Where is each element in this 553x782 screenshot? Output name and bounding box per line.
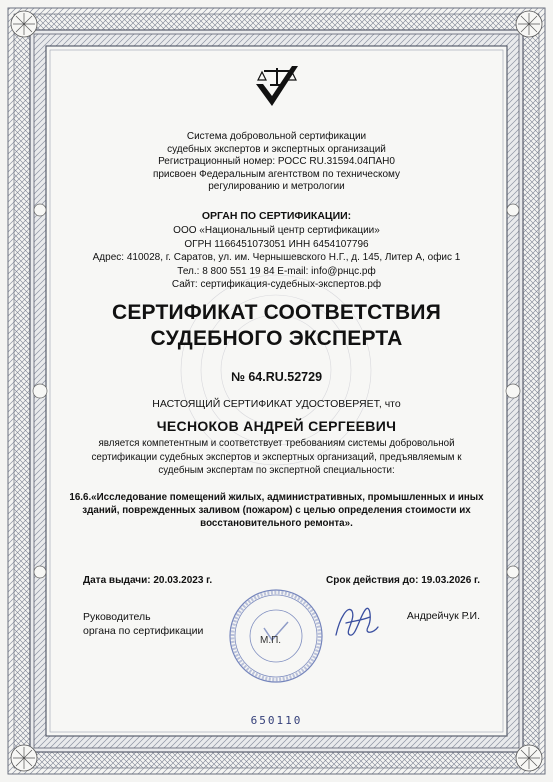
body-text: [60, 437, 493, 478]
registration-number: Регистрационный номер: РОСС RU.31594.04ПАН0: [158, 156, 395, 168]
certifies-text: НАСТОЯЩИЙ СЕРТИФИКАТ УДОСТОВЕРЯЕТ, что: [152, 398, 401, 410]
scales-check-logo: [252, 62, 302, 112]
serial-number: 650110: [250, 714, 303, 727]
certificate-content: [60, 60, 493, 727]
system-line: присвоен Федеральным агентством по техническому: [152, 168, 401, 180]
head-label: [83, 610, 203, 638]
certificate-number: № 64.RU.52729: [230, 370, 323, 384]
organ-info: [60, 224, 493, 292]
head-label-line: Руководитель: [83, 611, 151, 623]
signer-name: Андрейчук Р.И.: [406, 610, 480, 622]
specialty-line: восстановительного ремонта».: [200, 518, 353, 530]
system-info: [60, 131, 493, 194]
specialty-line: зданий, поврежденных заливом (пожаром) с целью определения стоимости их: [82, 505, 471, 517]
stamp-label: М.П.: [260, 635, 282, 646]
handwritten-signature: [330, 597, 382, 643]
issue-date: Дата выдачи: 20.03.2023 г.: [83, 575, 213, 586]
valid-until-date: Срок действия до: 19.03.2026 г.: [326, 575, 480, 586]
organ-heading: ОРГАН ПО СЕРТИФИКАЦИИ:: [201, 210, 352, 222]
body-line: судебным экспертам по экспертной специальности:: [158, 465, 395, 476]
specialty-line: 16.6.«Исследование помещений жилых, административных, промышленных и иных: [69, 492, 484, 503]
system-line: регулированию и метрологии: [208, 181, 345, 193]
organ-site: Сайт: сертификация-судебных-экспертов.рф: [171, 279, 382, 291]
system-line: судебных экспертов и экспертных организаций: [167, 143, 386, 155]
organ-address: Адрес: 410028, г. Саратов, ул. им. Чернышевского Н.Г., д. 145, Литер А, офис 1: [92, 252, 461, 264]
organ-line: ООО «Национальный центр сертификации»: [173, 225, 380, 236]
body-line: сертификации судебных экспертов и экспертных организаций, предъявляемым к: [91, 451, 462, 463]
system-line: Система добровольной сертификации: [186, 131, 367, 142]
head-label-line: органа по сертификации: [83, 625, 204, 637]
holder-name: ЧЕСНОКОВ АНДРЕЙ СЕРГЕЕВИЧ: [156, 418, 397, 434]
specialty-text: [60, 491, 493, 531]
organ-line: ОГРН 1166451073051 ИНН 6454107796: [184, 238, 369, 250]
body-line: является компетентным и соответствует требованиям системы добровольной: [98, 438, 455, 449]
title-line: СЕРТИФИКАТ СООТВЕТСТВИЯ: [111, 301, 441, 324]
certificate-title: [60, 300, 493, 352]
title-line: СУДЕБНОГО ЭКСПЕРТА: [150, 327, 403, 350]
organ-contacts: Тел.: 8 800 551 19 84 E-mail: info@рнцс.рф: [177, 265, 376, 277]
